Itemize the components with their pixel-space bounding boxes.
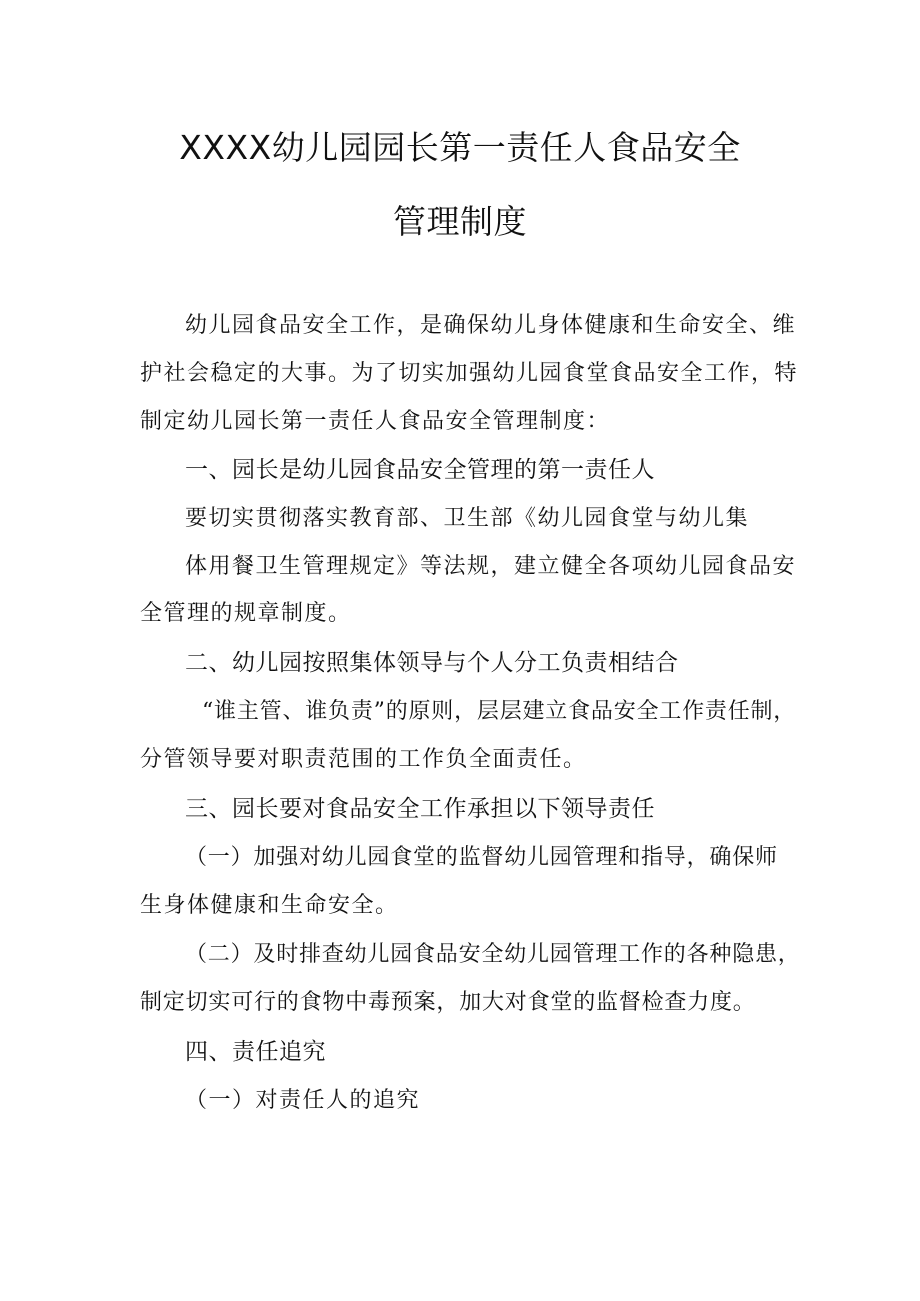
section-2-line-1: “谁主管、谁负责”的原则，层层建立食品安全工作责任制， <box>202 699 797 724</box>
document-title-line-1: XXXX幼儿园园长第一责任人食品安全 <box>179 128 741 167</box>
section-3-line-1: （一）加强对幼儿园食堂的监督幼儿园管理和指导，确保师 <box>185 845 778 870</box>
section-heading-1: 一、园长是幼儿园食品安全管理的第一责任人 <box>185 457 655 483</box>
section-3-line-2: 生身体健康和生命安全。 <box>140 893 399 918</box>
section-2-line-2: 分管领导要对职责范围的工作负全面责任。 <box>140 747 587 772</box>
section-1-line-2: 体用餐卫生管理规定》等法规，建立健全各项幼儿园食品安 <box>185 554 797 579</box>
paragraph-intro-line-2: 护社会稳定的大事。为了切实加强幼儿园食堂食品安全工作，特 <box>140 361 799 386</box>
paragraph-intro-line-3: 制定幼儿园长第一责任人食品安全管理制度： <box>140 409 611 434</box>
document-title-line-2: 管理制度 <box>393 202 527 241</box>
section-1-line-1: 要切实贯彻落实教育部、卫生部《幼儿园食堂与幼儿集 <box>185 506 750 531</box>
section-1-line-3: 全管理的规章制度。 <box>140 601 352 626</box>
section-heading-3: 三、园长要对食品安全工作承担以下领导责任 <box>185 796 655 822</box>
section-3-line-3: （二）及时排查幼儿园食品安全幼儿园管理工作的各种隐患， <box>185 942 801 967</box>
paragraph-intro-line-1: 幼儿园食品安全工作，是确保幼儿身体健康和生命安全、维 <box>185 313 797 338</box>
section-3-line-4: 制定切实可行的食物中毒预案，加大对食堂的监督检查力度。 <box>140 990 756 1015</box>
section-4-line-1: （一）对责任人的追究 <box>185 1088 421 1113</box>
section-heading-2: 二、幼儿园按照集体领导与个人分工负责相结合 <box>185 650 679 676</box>
section-heading-4: 四、责任追究 <box>185 1039 326 1065</box>
